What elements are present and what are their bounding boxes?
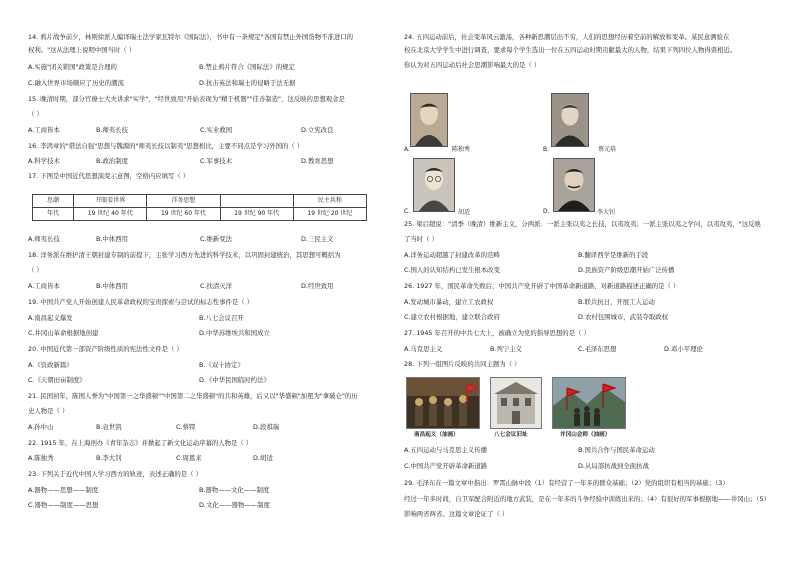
q19-option-b[interactable]: B.八七会议召开 xyxy=(199,314,244,322)
q24-name-a: 陈独秀 xyxy=(452,146,471,153)
q20-stem: 20. 中国近代第一部资产阶级性质的宪法性文件是（ ） xyxy=(28,345,183,353)
q24-stem-line3: 你认为对五四运动后社会思潮影响最大的是（ ） xyxy=(404,61,541,69)
q17-option-c[interactable]: C.维新变法 xyxy=(200,235,233,243)
q15-option-d[interactable]: D.立宪改良 xyxy=(301,126,334,134)
q17-row-thought xyxy=(33,195,367,208)
q17-cell: 19 世纪 40 年代 xyxy=(74,208,147,221)
q27-stem: 27. 1945 年召开的中共七大上，被确立为党的指导思想的是（ ） xyxy=(404,329,590,337)
q28-option-a[interactable]: A.五四运动与马克思主义传播 xyxy=(404,446,487,454)
q17-option-a[interactable]: A.师夷长技 xyxy=(28,235,60,243)
q17-cell: 民主共和 xyxy=(293,195,366,208)
painting-nanchang-uprising xyxy=(406,377,480,429)
q16-option-d[interactable]: D.教育思想 xyxy=(301,157,334,165)
q24-option-d[interactable]: D. xyxy=(543,208,550,215)
q17-cell: 19 世纪 90 年代 xyxy=(220,208,293,221)
q26-option-b[interactable]: B.联共抗日，开展工人运动 xyxy=(578,298,655,306)
q29-stem-line3: 影响两省两省。这篇文章论证了（ ） xyxy=(404,510,509,518)
q27-option-c[interactable]: C.毛泽东思想 xyxy=(578,345,617,353)
q24-option-a[interactable]: A. xyxy=(404,146,410,153)
q21-option-a[interactable]: A.孙中山 xyxy=(28,423,54,431)
q15-option-a[interactable]: A.工商皆本 xyxy=(28,126,60,134)
q22-option-a[interactable]: A.陈独秀 xyxy=(28,454,54,462)
q28-option-c[interactable]: C.中国共产党开辟革命新道路 xyxy=(404,462,488,470)
q26-option-d[interactable]: D.农村包围城市，武装夺取政权 xyxy=(578,313,669,321)
q25-stem-line1: 25. 梁启超说："清季（晚清）维新主义，分两派：一派主张以夷之长技，以夷攻夷；一派主张以夷之学问，以夷攻夷，"这反映 xyxy=(404,220,761,228)
q23-option-c[interactable]: C.器物——制度——思想 xyxy=(28,501,99,509)
q21-option-b[interactable]: B.袁世凯 xyxy=(96,423,122,431)
q26-option-a[interactable]: A.发动城市暴动，建立工农政权 xyxy=(404,298,494,306)
q19-option-c[interactable]: C.井冈山革命根据地创建 xyxy=(28,329,99,337)
q21-option-c[interactable]: C.蔡锷 xyxy=(176,423,196,431)
q18-paren: （ ） xyxy=(28,266,43,274)
q24-name-d: 李大钊 xyxy=(597,209,616,216)
q17-cell: 年代 xyxy=(33,208,74,221)
painting-jinggangshan-meeting xyxy=(552,377,626,429)
q26-stem: 26. 1927 年，国民革命失败后，中国共产党开辟了中国革命新道路，对新道路描述正确的是（ ） xyxy=(404,282,680,290)
q28-caption-2: 八七会议旧址 xyxy=(494,432,528,438)
q15-stem: 15. 晚清时期，部分官僚士大夫讲求"实学"，"经世致用"开始表现为"精于机器""佳善制造"，这反映的思想观念是 xyxy=(28,95,345,103)
q23-option-d[interactable]: D.文化——器物——制度 xyxy=(199,501,270,509)
q14-stem-line2: 权利。"这从法理上说明中国当时（ ） xyxy=(28,46,136,54)
q21-stem-line1: 21. 民国初年，陈国人誉为"中国第一之华盛顿""中国第二之华盛顿"的共和英雄，后又以"华盛顿"加冕为"拿破仑"的历 xyxy=(28,392,358,400)
q23-option-a[interactable]: A.器物——思想——制度 xyxy=(28,486,99,494)
q22-stem: 22. 1915 年，在上海创办《青年杂志》并掀起了新文化运动序幕的人物是（ ） xyxy=(28,439,253,447)
q20-option-c[interactable]: C.《天朝田亩制度》 xyxy=(28,376,86,384)
q20-option-a[interactable]: A.《资政新篇》 xyxy=(28,361,73,369)
q16-stem: 16. 李鸿章的"借法自强"思想与魏源的"师夷长技以制夷"思想相比，主要不同点是学习外国的（ ） xyxy=(28,142,304,150)
q23-option-b[interactable]: B.器物——文化——制度 xyxy=(199,486,270,494)
q17-blank-cell xyxy=(220,195,293,208)
q25-stem-line2: 了当时（ ） xyxy=(404,235,438,243)
q15-paren: （ ） xyxy=(28,110,43,118)
q27-option-b[interactable]: B.列宁主义 xyxy=(490,345,522,353)
q18-option-c[interactable]: C.扶清灭洋 xyxy=(200,282,233,290)
q22-option-c[interactable]: C.周恩来 xyxy=(176,454,202,462)
q16-option-b[interactable]: B.政治制度 xyxy=(96,157,128,165)
q24-stem-line1: 24. 五四运动前后，社会变革风云激荡，各种新思潮层出不穷，人们的思想经历着空前的解放和变革。某民意测验在 xyxy=(404,33,730,41)
q28-option-b[interactable]: B.国共合作与国民革命运动 xyxy=(578,446,655,454)
q25-option-d[interactable]: D.民族资产阶级思潮开始广泛传播 xyxy=(578,266,675,274)
q24-name-b: 蔡元培 xyxy=(598,146,617,153)
q17-option-b[interactable]: B.中体西用 xyxy=(96,235,128,243)
q22-option-b[interactable]: B.李大钊 xyxy=(96,454,122,462)
q26-option-c[interactable]: C.建立农村根据地，建立联合政府 xyxy=(404,313,500,321)
q17-option-d[interactable]: D.三民主义 xyxy=(301,235,334,243)
q27-option-d[interactable]: D.邓小平理论 xyxy=(664,345,703,353)
portrait-li-dazhao xyxy=(553,158,595,212)
q17-cell: 开眼看世界 xyxy=(74,195,147,208)
q18-option-b[interactable]: B.中体西用 xyxy=(96,282,128,290)
q18-stem: 18. 洋务派在维护清王朝封建专制的前提下，主张学习西方先进的科学技术，以巩固封建统治，其思想可概括为 xyxy=(28,251,341,259)
q17-cell: 19 世纪 60 年代 xyxy=(147,208,220,221)
q19-stem: 19. 中国共产党人开始创建人民革命政权的宝贵探索与尝试的标志性事件是（ ） xyxy=(28,298,254,306)
q24-name-c: 胡适 xyxy=(458,209,471,216)
q23-stem: 23. 下列关于近代中国人学习西方的轨迹，表述正确的是（ ） xyxy=(28,470,202,478)
q17-stem: 17. 下图是中国近代思想演变示意图，空格内应填写（ ） xyxy=(28,172,190,180)
q24-stem-line2: 校在北京大学学生中进行调查，要求每个学生选出一位在五四运动时期贡献最大的人物，结果下列四位人物得票相近。 xyxy=(404,46,737,54)
q25-option-b[interactable]: B.翻译西学是维新的手段 xyxy=(578,251,649,259)
q17-cell: 19 世纪 20 世纪 xyxy=(293,208,366,221)
photo-august-7th-meeting-site xyxy=(490,377,542,429)
q14-option-d[interactable]: D.抗击英法和瑞士的侵略于法无据 xyxy=(199,79,296,87)
q17-row-era xyxy=(33,208,367,221)
q18-option-a[interactable]: A.工商皆本 xyxy=(28,282,60,290)
q17-cell: 思潮 xyxy=(33,195,74,208)
q16-option-c[interactable]: C.军事技术 xyxy=(200,157,233,165)
q15-option-b[interactable]: B.师夷长技 xyxy=(96,126,128,134)
q29-stem-line1: 29. 毛泽东在一篇文章中指出：罗霄山脉中段（1）有经营了一年多的群众基础；（2）党的组织有相当的基础；（3） xyxy=(404,479,729,487)
q21-stem-line2: 史人物是（ ） xyxy=(28,407,69,415)
portrait-cai-yuanpei xyxy=(551,93,589,147)
portrait-hu-shi xyxy=(413,158,455,212)
q14-option-b[interactable]: B.禁止鸦片符合《国际法》的规定 xyxy=(199,63,295,71)
q22-option-d[interactable]: D.胡适 xyxy=(253,454,273,462)
q17-cell: 洋务思想 xyxy=(147,195,220,208)
q24-option-c[interactable]: C. xyxy=(404,208,411,215)
q21-option-d[interactable]: D.段祺瑞 xyxy=(253,423,280,431)
q20-option-b[interactable]: B.《双十协定》 xyxy=(199,361,244,369)
q19-option-d[interactable]: D.中华苏维埃共和国成立 xyxy=(199,329,270,337)
q14-option-c[interactable]: C.融入世界市场顺应了历史的潮流 xyxy=(28,79,124,87)
q20-option-d[interactable]: D.《中华民国临时约法》 xyxy=(199,376,270,384)
q15-option-c[interactable]: C.实业救国 xyxy=(200,126,233,134)
q28-stem: 28. 下列一组图片反映的共同主题为（ ） xyxy=(404,360,521,368)
q14-stem-line1: 14. 鸦片战争前夕，林则徐派人编译瑞士法学家瓦特尔《国际法》，书中有一条规定"各国有禁止外国货物不准进口的 xyxy=(28,33,354,41)
q18-option-d[interactable]: D.经世致用 xyxy=(301,282,334,290)
q28-caption-1: 南昌起义（油画） xyxy=(414,432,459,438)
q19-option-a[interactable]: A.南昌起义爆发 xyxy=(28,314,73,322)
q27-option-a[interactable]: A.马克思主义 xyxy=(404,345,443,353)
q25-option-c[interactable]: C.国人的认知结构已发生根本改变 xyxy=(404,266,500,274)
q16-option-a[interactable]: A.科学技术 xyxy=(28,157,60,165)
q29-stem-line2: 经过一年多时间，自卫军配合附近的地方武装，是在一年多的斗争经验中训练出来的；（4）有很好的军事根据地——井冈山；（5） xyxy=(404,495,770,503)
portrait-chen-duxiu xyxy=(410,93,448,147)
q24-option-b[interactable]: B. xyxy=(543,146,550,153)
q28-option-d[interactable]: D.从局部抗战到全面抗战 xyxy=(578,462,649,470)
q17-table xyxy=(32,194,367,221)
q28-caption-3: 井冈山会师（油画） xyxy=(560,432,611,438)
q14-option-a[interactable]: A.实施"闭关锁国"政策是合理的 xyxy=(28,63,117,71)
q25-option-a[interactable]: A.洋务运动超越了封建改革的范畴 xyxy=(404,251,500,259)
